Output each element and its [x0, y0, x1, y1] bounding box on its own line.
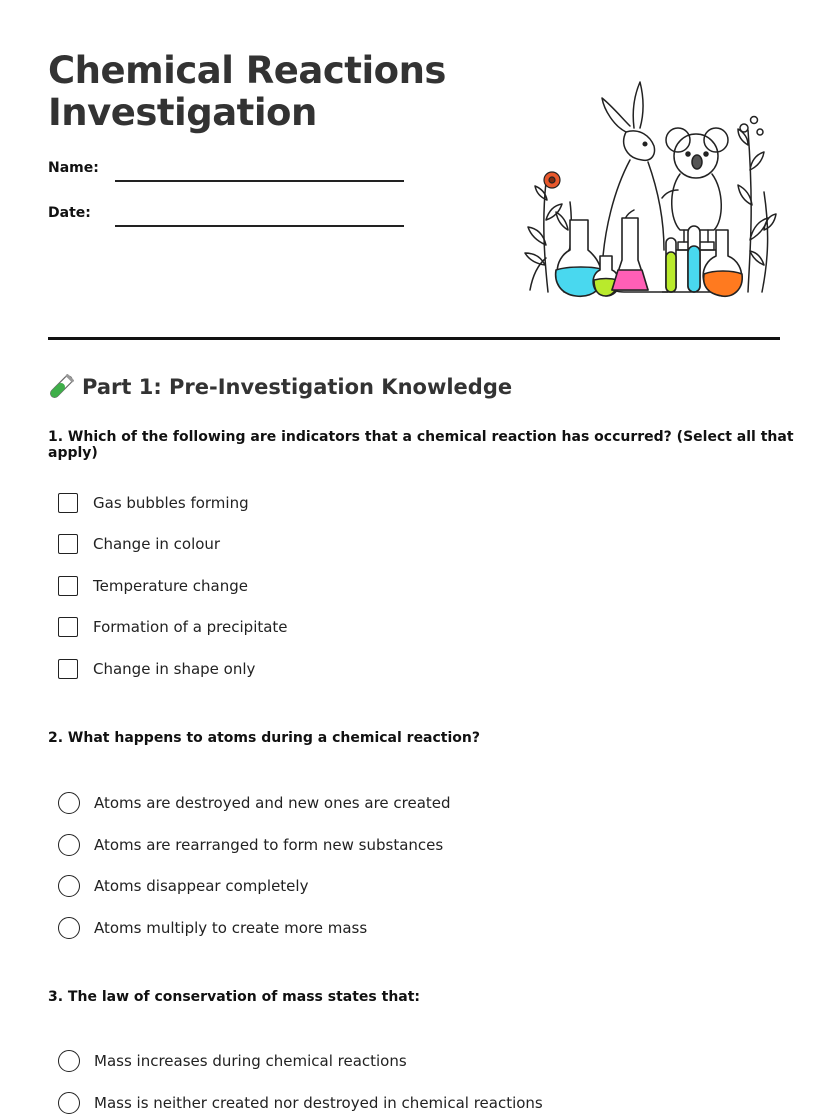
option-shape-change[interactable]	[58, 657, 255, 681]
section-title: Part 1: Pre-Investigation Knowledge	[82, 375, 513, 399]
option-mass-conserved[interactable]	[58, 1091, 543, 1115]
radio-button[interactable]	[58, 917, 80, 939]
option-label: Atoms multiply to create more mass	[94, 919, 368, 937]
name-field[interactable]	[115, 180, 404, 182]
question-2: 2. What happens to atoms during a chemical reaction?	[48, 730, 481, 746]
title-line-2: Investigation	[48, 91, 317, 134]
option-precipitate[interactable]	[58, 615, 288, 639]
test-tube-icon	[48, 374, 74, 400]
kangaroo-koala-lab-illustration	[518, 70, 778, 302]
option-atoms-rearranged[interactable]	[58, 833, 443, 857]
radio-button[interactable]	[58, 834, 80, 856]
checkbox[interactable]	[58, 659, 78, 679]
option-label: Change in colour	[93, 535, 221, 553]
option-label: Atoms disappear completely	[94, 877, 309, 895]
date-label: Date:	[48, 205, 91, 221]
option-label: Temperature change	[93, 577, 248, 595]
option-atoms-multiply[interactable]	[58, 916, 367, 940]
checkbox[interactable]	[58, 617, 78, 637]
radio-button[interactable]	[58, 1050, 80, 1072]
question-3: 3. The law of conservation of mass states that:	[48, 989, 421, 1005]
radio-button[interactable]	[58, 792, 80, 814]
option-label: Mass is neither created nor destroyed in chemical reactions	[94, 1094, 543, 1112]
title-line-1: Chemical Reactions	[48, 49, 446, 92]
page-title	[48, 50, 446, 134]
radio-button[interactable]	[58, 1092, 80, 1114]
option-atoms-disappear[interactable]	[58, 874, 308, 898]
checkbox[interactable]	[58, 576, 78, 596]
question-1: 1. Which of the following are indicators that a chemical reaction has occurred? (Select all that apply)	[48, 429, 794, 461]
option-temperature-change[interactable]	[58, 574, 248, 598]
option-mass-increases[interactable]	[58, 1049, 407, 1073]
section-header	[48, 374, 512, 400]
radio-button[interactable]	[58, 875, 80, 897]
option-colour-change[interactable]	[58, 532, 220, 556]
checkbox[interactable]	[58, 534, 78, 554]
name-label: Name:	[48, 160, 99, 176]
option-label: Mass increases during chemical reactions	[94, 1052, 407, 1070]
option-label: Atoms are destroyed and new ones are created	[94, 794, 451, 812]
option-atoms-destroyed[interactable]	[58, 791, 451, 815]
option-label: Change in shape only	[93, 660, 256, 678]
option-label: Formation of a precipitate	[93, 618, 288, 636]
date-field[interactable]	[115, 225, 404, 227]
option-label: Atoms are rearranged to form new substances	[94, 836, 444, 854]
checkbox[interactable]	[58, 493, 78, 513]
option-gas-bubbles[interactable]	[58, 491, 249, 515]
option-label: Gas bubbles forming	[93, 494, 249, 512]
section-divider	[48, 337, 780, 340]
